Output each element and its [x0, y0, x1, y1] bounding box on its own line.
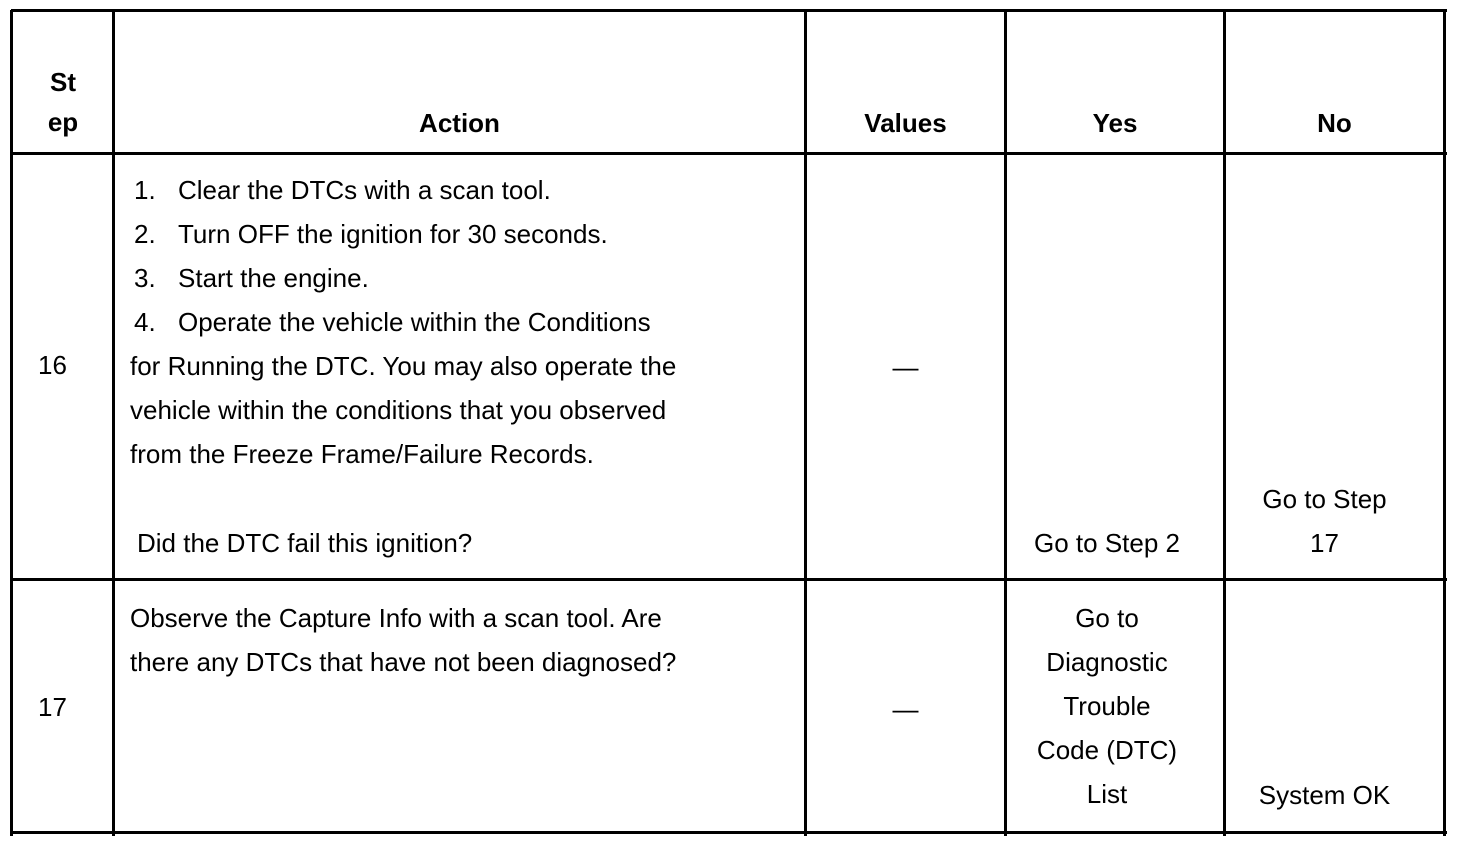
- header-step-line-1: St: [50, 67, 76, 97]
- table-border-bottom: [11, 831, 1447, 834]
- row-16-question: Did the DTC fail this ignition?: [137, 528, 473, 558]
- row-16-yes: Go to Step 2: [1034, 528, 1180, 558]
- row-17-yes-line: List: [1086, 779, 1128, 809]
- action-step-text: Turn OFF the ignition for 30 seconds.: [178, 219, 608, 249]
- row-divider: [11, 578, 1447, 581]
- header-values: Values: [864, 108, 947, 138]
- header-step-line-2: ep: [47, 107, 79, 137]
- header-step: [14, 62, 112, 142]
- action-step-number: 1.: [134, 175, 156, 205]
- action-step-item: [130, 168, 676, 212]
- row-16-step: 16: [38, 350, 67, 380]
- table-border-top: [11, 9, 1447, 12]
- action-step-text: Clear the DTCs with a scan tool.: [178, 175, 551, 205]
- row-17-yes-line: Code (DTC): [1036, 735, 1178, 765]
- action-continuation-line: for Running the DTC. You may also operate the: [130, 351, 677, 381]
- header-yes: Yes: [1092, 108, 1138, 138]
- action-step-number: 4.: [134, 307, 156, 337]
- table-border-left: [10, 10, 13, 836]
- row-16-no-line-2: 17: [1310, 528, 1339, 558]
- row-16-no: [1226, 477, 1423, 565]
- action-step-text: Start the engine.: [178, 263, 369, 293]
- row-17-yes-line: Trouble: [1063, 691, 1151, 721]
- row-17-values: —: [892, 694, 919, 724]
- header-divider: [11, 152, 1447, 155]
- action-step-number: 2.: [134, 219, 156, 249]
- action-line: there any DTCs that have not been diagnosed?: [130, 647, 677, 677]
- action-continuation-line: vehicle within the conditions that you observed: [130, 395, 667, 425]
- action-line: Observe the Capture Info with a scan tool. Are: [130, 603, 662, 633]
- row-16-action: [130, 168, 676, 476]
- row-17-action: [130, 596, 676, 684]
- action-step-item: [130, 256, 676, 300]
- action-step-number: 3.: [134, 263, 156, 293]
- header-action: Action: [419, 108, 500, 138]
- header-no: No: [1317, 108, 1352, 138]
- row-17-step: 17: [38, 692, 67, 722]
- row-17-yes-line: Go to: [1075, 603, 1139, 633]
- row-16-no-line-1: Go to Step: [1262, 484, 1387, 514]
- action-step-text: Operate the vehicle within the Conditions: [178, 307, 651, 337]
- action-step-item: [130, 300, 676, 344]
- action-step-item: [130, 212, 676, 256]
- table-border-right: [1443, 10, 1446, 836]
- row-17-no: System OK: [1258, 780, 1391, 810]
- row-16-values: —: [892, 352, 919, 382]
- action-continuation-line: from the Freeze Frame/Failure Records.: [130, 439, 594, 469]
- row-17-yes-line: Diagnostic: [1046, 647, 1168, 677]
- row-17-yes: [1007, 596, 1207, 816]
